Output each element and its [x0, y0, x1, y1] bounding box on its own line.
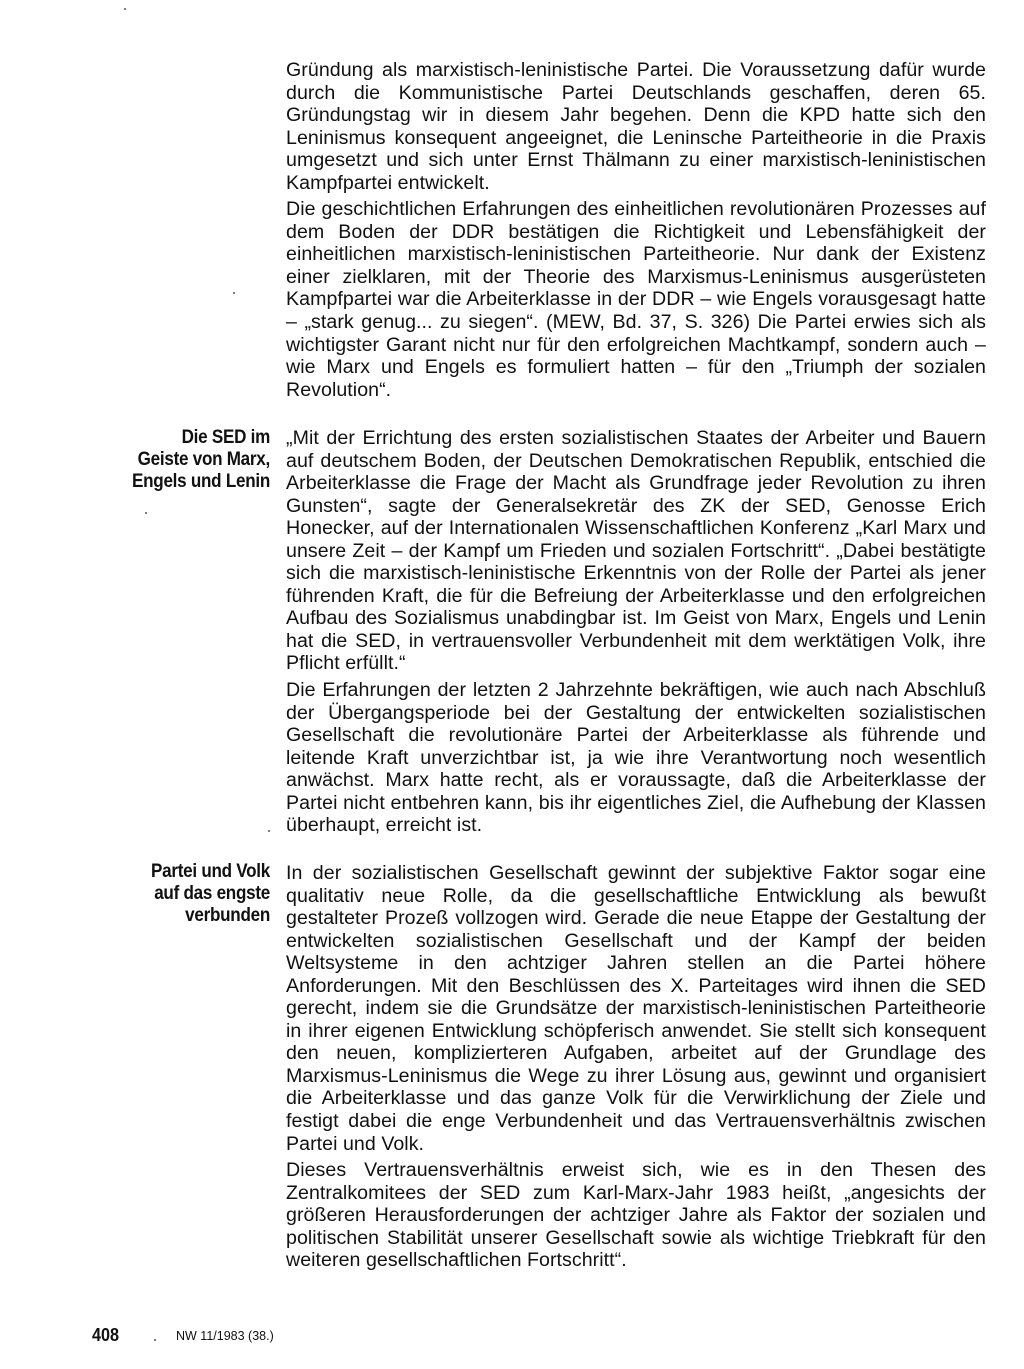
body-paragraph: Die Erfahrungen der letzten 2 Jahrzehnte bekräftigen, wie auch nach Abschluß der Übergangsperiode bei der Gestaltung der entwickelten sozialistischen Gesellschaft die revolutionäre Partei der Arbeiterklasse als führende und leitende Kraft unverzichtbar ist, ja wie ihre Verantwortung noch wesentlich anwächst. Marx hatte recht, als er voraussagte, daß die Arbeiterklasse der Partei nicht entbehren kann, bis ihr eigentliches Ziel, die Aufhebung der Klassen überhaupt, erreicht ist.: [286, 679, 986, 837]
scan-speck: [154, 1339, 156, 1341]
body-paragraph: Die geschichtlichen Erfahrungen des einheitlichen revolutionären Prozesses auf dem Boden der DDR bestätigen die Richtigkeit und Lebensfähigkeit der einheitlichen marxistisch-leninistischen Parteitheorie. Nur dank der Existenz einer zielklaren, mit der Theorie des Marxismus-Leninismus ausgerüsteten Kampfpartei war die Arbeiterklasse in der DDR – wie Engels vorausgesagt hatte – „stark genug... zu siegen“. (MEW, Bd. 37, S. 326) Die Partei erwies sich als wichtigster Garant nicht nur für den erfolgreichen Machtkampf, sondern auch – wie Marx und Engels es formuliert hatten – für den „Triumph der sozialen Revolution“.: [286, 198, 986, 401]
margin-heading-line: auf das engste: [154, 882, 270, 904]
margin-heading: [113, 426, 270, 492]
body-paragraph: Dieses Vertrauensverhältnis erweist sich, wie es in den Thesen des Zentralkomitees der SED zum Karl-Marx-Jahr 1983 heißt, „angesichts der größeren Herausforderungen der achtziger Jahre als Faktor der sozialen und politischen Stabilität unserer Gesellschaft sowie als wichtige Triebkraft für den weiteren gesellschaftlichen Fortschritt“.: [286, 1159, 986, 1272]
margin-heading-line: Geiste von Marx,: [137, 448, 270, 470]
scan-speck: [145, 512, 147, 514]
body-paragraph: „Mit der Errichtung des ersten sozialistischen Staates der Arbeiter und Bauern auf deutschem Boden, der Deutschen Demokratischen Republik, entschied die Arbeiterklasse die Frage der Macht als Grundfrage jeder Revolution zu ihren Gunsten“, sagte der Generalsekretär des ZK der SED, Genosse Erich Honecker, auf der Internationalen Wissenschaftlichen Konferenz „Karl Marx und unsere Zeit – der Kampf um Frieden und sozialen Fortschritt“. „Dabei bestätigte sich die marxistisch-leninistische Erkenntnis von der Rolle der Partei als jener führenden Kraft, die für die Befreiung der Arbeiterklasse und den erfolgreichen Aufbau des Sozialismus unabdingbar ist. Im Geist von Marx, Engels und Lenin hat die SED, in vertrauensvoller Verbundenheit mit dem werktätigen Volk, ihre Pflicht erfüllt.“: [286, 427, 986, 675]
section-body: [286, 427, 986, 837]
margin-heading-line: Engels und Lenin: [132, 470, 270, 492]
section-intro-body: [286, 59, 986, 401]
issue-reference: NW 11/1983 (38.): [176, 1329, 274, 1343]
margin-heading: [113, 860, 270, 926]
scan-speck: [233, 292, 235, 294]
margin-heading-line: Partei und Volk: [151, 860, 270, 882]
margin-heading-line: Die SED im: [181, 426, 270, 448]
page-number: 408: [92, 1325, 120, 1345]
scan-speck: [124, 8, 126, 10]
margin-heading-line: verbunden: [185, 904, 270, 926]
body-paragraph: Gründung als marxistisch-leninistische Partei. Die Voraussetzung dafür wurde durch die Kommunistische Partei Deutschlands geschaffen, deren 65. Gründungstag wir in diesem Jahr begehen. Denn die KPD hatte sich den Leninismus konsequent angeeignet, die Leninsche Parteitheorie in die Praxis umgesetzt und sich unter Ernst Thälmann zu einer marxistisch-leninistischen Kampfpartei entwickelt.: [286, 59, 986, 194]
scan-speck: [268, 830, 270, 832]
section-body: [286, 862, 986, 1272]
body-paragraph: In der sozialistischen Gesellschaft gewinnt der subjektive Faktor sogar eine qualitativ neue Rolle, da die gesellschaftliche Entwicklung als bewußt gestalteter Prozeß vollzogen wird. Gerade die neue Etappe der Gestaltung der entwickelten sozialistischen Gesellschaft und der Kampf der beiden Weltsysteme in den achtziger Jahren stellen an die Partei höhere Anforderungen. Mit den Beschlüssen des X. Parteitages wird ihnen die SED gerecht, indem sie die Grundsätze der marxistisch-leninistischen Parteitheorie in ihrer eigenen Entwicklung schöpferisch anwendet. Sie stellt sich konsequent den neuen, komplizierteren Aufgaben, arbeitet auf der Grundlage des Marxismus-Leninismus die Wege zu ihrer Lösung aus, gewinnt und organisiert die Arbeiterklasse und das ganze Volk für die Verwirklichung der Ziele und festigt dabei die enge Verbundenheit und das Vertrauensverhältnis zwischen Partei und Volk.: [286, 862, 986, 1155]
